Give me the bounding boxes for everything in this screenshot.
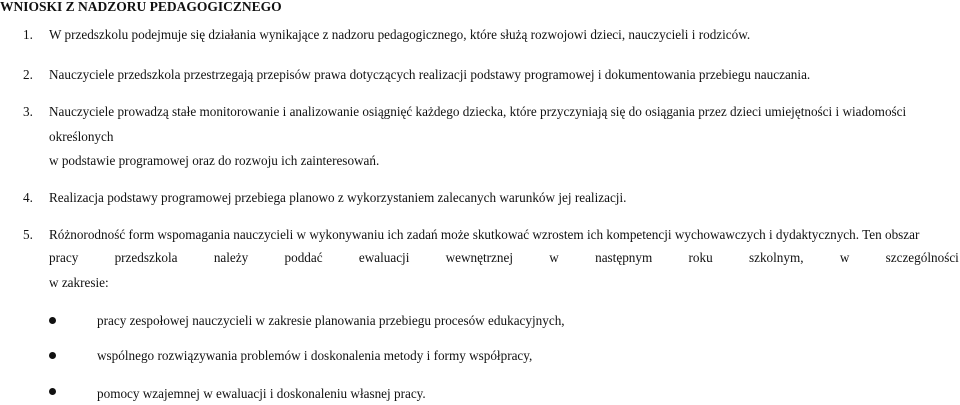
- item-3-number: 3.: [23, 104, 33, 119]
- item-1-number: 1.: [23, 27, 33, 42]
- item-2-text: Nauczyciele przedszkola przestrzegają przepisów prawa dotyczących realizacji podstawy programowej i dokumentowania przebiegu nauczania.: [49, 67, 811, 82]
- document-heading: WNIOSKI Z NADZORU PEDAGOGICZNEGO: [0, 0, 282, 14]
- bullet-item-3: pomocy wzajemnej w ewaluacji i doskonaleniu własnej pracy.: [97, 386, 426, 401]
- word: następnym: [595, 250, 653, 265]
- bullet-dot-icon: [49, 317, 56, 324]
- item-3-line-1: Nauczyciele prowadzą stałe monitorowanie i analizowanie osiągnięć każdego dziecka, które przyczyniają się do osiągania przez dzieci umiejętności i wiadomości: [49, 104, 907, 119]
- bullet-dot-icon: [49, 352, 56, 359]
- word: w: [839, 250, 850, 265]
- word: pracy: [49, 250, 79, 265]
- item-2-number: 2.: [23, 67, 33, 82]
- word: należy: [213, 250, 249, 265]
- word: ewaluacji: [358, 250, 410, 265]
- item-3-line-3: w podstawie programowej oraz do rozwoju ich zainteresowań.: [49, 153, 380, 168]
- word: poddać: [284, 250, 323, 265]
- word: szczególności: [885, 250, 959, 265]
- item-1-text: W przedszkolu podejmuje się działania wynikające z nadzoru pedagogicznego, które służą rozwojowi dzieci, nauczycieli i rodziców.: [49, 27, 751, 42]
- word: wewnętrznej: [445, 250, 514, 265]
- item-5-line-2-justified: [49, 250, 959, 268]
- word: przedszkola: [114, 250, 178, 265]
- word: szkolnym,: [748, 250, 804, 265]
- item-4-text: Realizacja podstawy programowej przebiega planowo z wykorzystaniem zalecanych warunków jej realizacji.: [49, 190, 627, 205]
- bullet-item-1: pracy zespołowej nauczycieli w zakresie planowania przebiegu procesów edukacyjnych,: [97, 313, 565, 328]
- word: w: [549, 250, 559, 265]
- item-5-line-1: Różnorodność form wspomagania nauczycieli w wykonywaniu ich zadań może skutkować wzrostem ich kompetencji wychowawczych i dydaktycznych. Ten obszar: [49, 227, 920, 242]
- item-3-line-2: określonych: [49, 129, 114, 144]
- word: roku: [688, 250, 713, 265]
- item-5-line-3: w zakresie:: [49, 275, 109, 290]
- bullet-item-2: wspólnego rozwiązywania problemów i doskonalenia metody i formy współpracy,: [97, 348, 533, 363]
- item-5-number: 5.: [23, 227, 33, 242]
- item-4-number: 4.: [23, 190, 33, 205]
- bullet-dot-icon: [49, 388, 56, 395]
